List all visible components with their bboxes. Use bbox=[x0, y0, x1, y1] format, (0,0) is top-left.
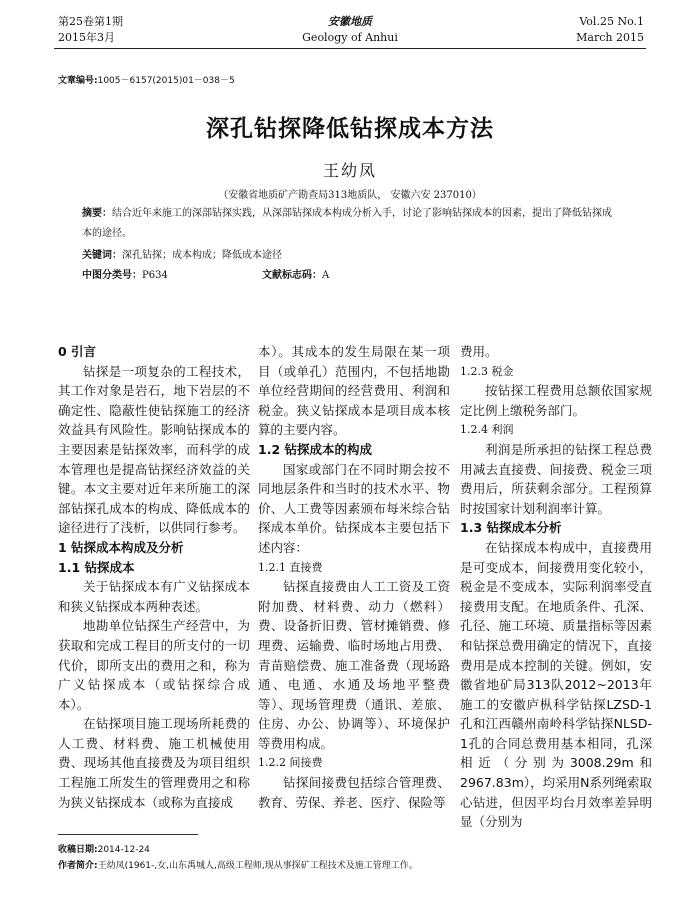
paragraph: 地勘单位钻探生产经营中，为获取和完成工程目的所支付的一切代价，即所支出的费用之和，称为广义钻探成本（或钻探综合成本）。 bbox=[58, 618, 250, 712]
received-date: 2014-12-24 bbox=[97, 845, 150, 855]
author-bio-label: 作者简介: bbox=[58, 861, 98, 871]
journal-name-cn: 安徽地质 bbox=[328, 15, 372, 28]
footnote-author-bio bbox=[58, 858, 418, 871]
paragraph: 本）。其成本的发生局限在某一项目（或单孔）范围内，不包括地勘单位经营期间的经营费用、利润和税金。狭义钻探成本是项目成本核算的主要内容。 bbox=[258, 344, 450, 438]
subsection-heading: 1.3 钻探成本分析 bbox=[460, 520, 562, 536]
keywords-label: 关键词： bbox=[82, 250, 122, 261]
clc-number bbox=[82, 266, 168, 281]
document-code-label: 文献标志码： bbox=[262, 270, 322, 281]
body-column-2 bbox=[258, 342, 450, 812]
subsection-heading: 1.2 钻探成本的构成 bbox=[258, 441, 372, 457]
volume-issue-en: Vol.25 No.1 bbox=[579, 15, 644, 28]
section-heading: 1 钻探成本构成及分析 bbox=[58, 539, 184, 555]
header-right bbox=[576, 14, 644, 46]
header-center bbox=[240, 14, 460, 46]
subsubsection-heading: 1.2.1 直接费 bbox=[258, 560, 323, 574]
article-number-label: 文章编号: bbox=[58, 76, 98, 86]
footnote-rule bbox=[58, 834, 198, 835]
header-left bbox=[58, 14, 123, 46]
body-column-3 bbox=[460, 342, 652, 832]
abstract-text: 结合近年来施工的深部钻探实践，从深部钻探成本构成分析入手，讨论了影响钻探成本的因素，提出了降低钻探成本的途径。 bbox=[82, 208, 612, 239]
paragraph: 国家或部门在不同时期会按不同地层条件和当时的技术水平、物价、人工费等因素颁布每米综合钻探成本单价。钻探成本主要包括下述内容： bbox=[258, 461, 450, 555]
abstract-label: 摘要： bbox=[82, 208, 112, 219]
received-label: 收稿日期: bbox=[58, 845, 98, 855]
date-en: March 2015 bbox=[576, 31, 644, 44]
journal-name-en: Geology of Anhui bbox=[302, 31, 398, 44]
header-rule bbox=[54, 48, 646, 49]
affiliation: （安徽省地质矿产勘查局313地质队， 安徽六安 237010） bbox=[218, 190, 482, 201]
author-name: 王幼凤 bbox=[322, 161, 377, 180]
paragraph: 钻探是一项复杂的工程技术，其工作对象是岩石，地下岩层的不确定性、隐蔽性使钻探施工的经济效益具有风险性。影响钻探成本的主要因素是钻探效率，而科学的成本管理也是提高钻探经济效益的关键。本文主要对近年来所施工的深部钻探孔成本的构成、降低成本的途径进行了浅析，以供同行参考。 bbox=[58, 363, 250, 536]
paragraph: 利润是所承担的钻探工程总费用减去直接费、间接费、税金三项费用后，所获剩余部分。工程预算时按国家计划利润率计算。 bbox=[460, 441, 652, 516]
section-heading: 0 引言 bbox=[58, 344, 97, 359]
paragraph: 钻探间接费包括综合管理费、教育、劳保、养老、医疗、保险等 bbox=[258, 775, 450, 810]
paragraph: 关于钻探成本有广义钻探成本和狭义钻探成本两种表述。 bbox=[58, 579, 250, 614]
article-number bbox=[58, 73, 235, 86]
keywords bbox=[82, 246, 282, 261]
document-code bbox=[262, 266, 329, 281]
date-cn: 2015年3月 bbox=[58, 31, 115, 44]
clc-label: 中图分类号： bbox=[82, 270, 142, 281]
subsubsection-heading: 1.2.3 税金 bbox=[460, 364, 514, 378]
author-bio-text: 王幼凤(1961-,女,山东禹城人,高级工程师,现从事探矿工程技术及施工管理工作。 bbox=[97, 861, 418, 871]
paragraph: 钻探直接费由人工工资及工资附加费、材料费、动力（燃料）费、设备折旧费、管材摊销费、修理费、运输费、临时场地占用费、青苗赔偿费、施工准备费（现场路通、电通、水通及场地平整费等）、现场管理费（通讯、差旅、住房、办公、协调等）、环境保护等费用构成。 bbox=[258, 579, 450, 751]
footnote-received bbox=[58, 842, 150, 855]
subsection-heading: 1.1 钻探成本 bbox=[58, 559, 135, 575]
clc-value: P634 bbox=[142, 270, 168, 281]
paper-title: 深孔钻探降低钻探成本方法 bbox=[206, 116, 494, 142]
abstract bbox=[82, 204, 620, 244]
paragraph: 费用。 bbox=[460, 344, 498, 359]
paragraph: 在钻探项目施工现场所耗费的人工费、材料费、施工机械使用费、现场其他直接费及为项目组织工程施工所发生的管理费用之和称为狭义钻探成本（或称为直接成 bbox=[58, 716, 250, 810]
paragraph: 在钻探成本构成中，直接费用是可变成本，间接费用变化较小，税金是不变成本，实际利润率受直接费用支配。在地质条件、孔深、孔径、施工环境、质量指标等因素和钻探总费用确定的情况下，直接费用是成本控制的关键。例如，安徽省地矿局313队2012~2013年施工的安徽庐枞科学钻探LZSD-1孔和江西赣州南岭科学钻探NLSD-1孔的合同总费用基本相同，孔深相近（分别为3008.29m和2967.83m），均采用N系列绳索取心钻进，但因平均台月效率差异明显（分别为 bbox=[460, 539, 652, 830]
subsubsection-heading: 1.2.2 间接费 bbox=[258, 756, 323, 770]
document-code-value: A bbox=[322, 270, 330, 281]
paragraph: 按钻探工程费用总额依国家规定比例上缴税务部门。 bbox=[460, 383, 652, 418]
article-number-value: 1005－6157(2015)01－038－5 bbox=[97, 76, 235, 86]
body-column-1 bbox=[58, 342, 250, 812]
keywords-text: 深孔钻探；成本构成；降低成本途径 bbox=[122, 250, 282, 261]
volume-issue-cn: 第25卷第1期 bbox=[58, 15, 123, 28]
subsubsection-heading: 1.2.4 利润 bbox=[460, 423, 514, 437]
